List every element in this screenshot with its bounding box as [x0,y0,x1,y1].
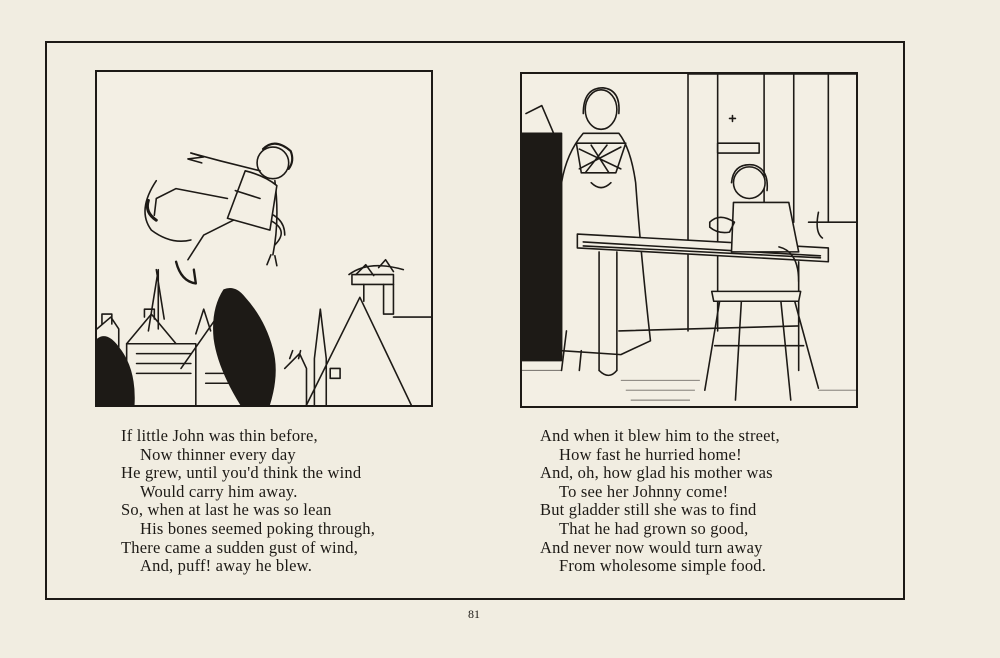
verse-line: And, puff! away he blew. [140,556,313,576]
verse-line: There came a sudden gust of wind, [121,537,359,557]
verse-right [540,427,780,576]
verse-line: To see her Johnny come! [559,481,729,501]
verse-line: He grew, until you'd think the wind [121,463,362,483]
boy-blown-over-rooftops-illustration [97,72,431,405]
illustration-left [95,70,433,407]
mother-and-boy-at-table-illustration [522,74,856,406]
verse-line: And never now would turn away [540,537,763,557]
verse-line: If little John was thin before, [121,426,318,445]
verse-line: And when it blew him to the street, [540,426,780,445]
verse-line: From wholesome simple food. [559,556,767,576]
verse-left [121,427,375,576]
page-number: 81 [468,607,480,621]
verse-line: His bones seemed poking through, [140,518,376,538]
verse-line: And, oh, how glad his mother was [540,463,773,483]
verse-line: Would carry him away. [140,481,298,501]
illustration-right [520,72,858,408]
verse-line: That he had grown so good, [559,518,749,538]
verse-line: But gladder still she was to find [540,500,757,520]
verse-line: So, when at last he was so lean [121,500,332,520]
verse-line: How fast he hurried home! [559,444,742,464]
verse-line: Now thinner every day [140,444,296,464]
